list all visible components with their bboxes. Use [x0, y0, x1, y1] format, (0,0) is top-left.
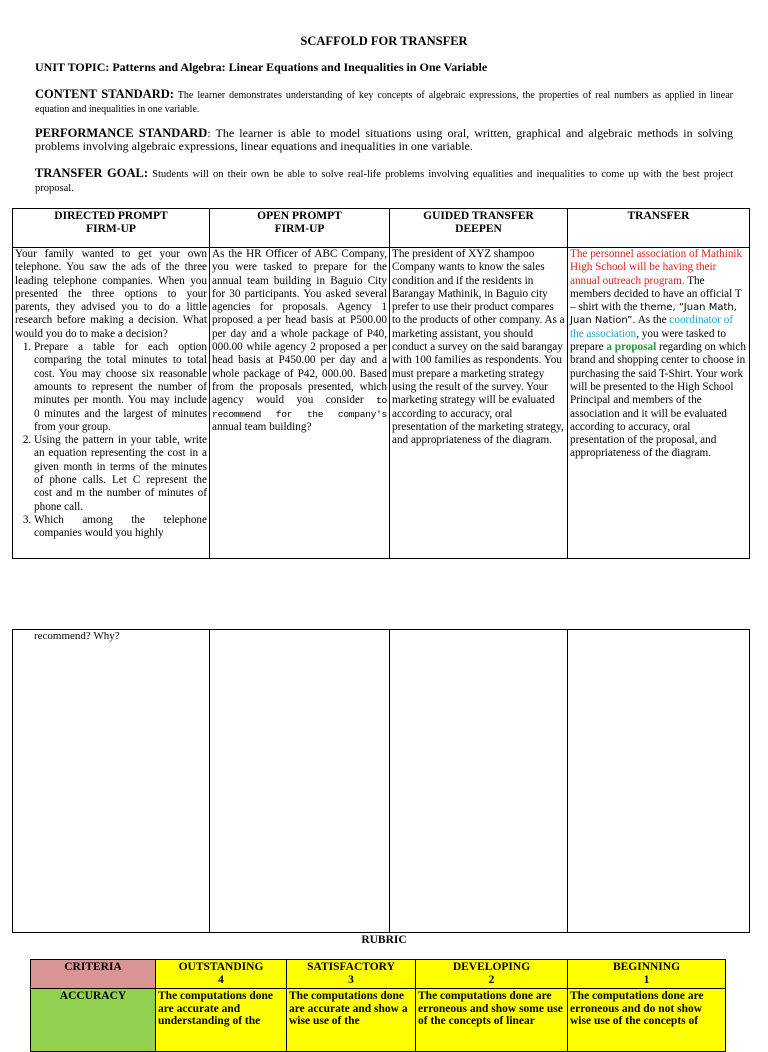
- empty-cell: [210, 630, 390, 933]
- column-header-directed: DIRECTED PROMPT FIRM-UP: [13, 209, 210, 248]
- guided-transfer-text: The president of XYZ shampoo Company wants to know the sales condition and if the residents in Barangay Mathinik, in Baguio city prefer to use their product compares to the products of other company. As a marketing assistant, you should conduct a survey on the said barangay with 100 families as respondents. You must prepare a marketing strategy using the result of the survey. Your marketing strategy will be evaluated according to accuracy, oral presentation of the marketing strategy, and appropriateness of the diagram.: [392, 248, 565, 447]
- open-prompt-text: As the HR Officer of ABC Company, you were tasked to prepare for the annual team building in Baguio City for 30 participants. You asked several agencies for proposals. Agency 1 proposed a per head basis at P500.00 per day and a whole package of P40, 000.00 while agency 2 proposed a per head basis at P450.00 per day and a whole package of P42, 000.00. Based from the proposals presented, which agency would you consider: [212, 248, 387, 407]
- directed-intro: Your family wanted to get your own telephone. You saw the ads of the three leading telephone companies. When you presented the three options to your parents, they advised you to do a little research before making a decision. What would you do to make a decision?: [15, 248, 207, 340]
- column-header-transfer: TRANSFER: [568, 209, 750, 248]
- transfer-goal-label: TRANSFER GOAL:: [35, 166, 149, 180]
- performance-standard: [35, 127, 733, 153]
- rubric-cell: The computations done are accurate and understanding of the: [156, 989, 287, 1052]
- directed-continued-cell: [13, 630, 210, 933]
- prompt-body-row: [13, 248, 750, 559]
- open-prompt-tail: annual team building?: [212, 420, 312, 433]
- transfer-text: As the: [635, 314, 670, 327]
- rubric-header-beginning: BEGINNING 1: [568, 960, 726, 989]
- rubric-row-accuracy: [31, 989, 726, 1052]
- prompt-table: [12, 208, 750, 559]
- rubric-title: RUBRIC: [361, 934, 407, 946]
- transfer-red-text: The personnel association of Mathinik High School will be having their annual outreach program.: [570, 248, 743, 287]
- performance-standard-text: : The learner is able to model situations using oral, written, graphical and algebraic methods in solving problems involving algebraic expressions, linear equations and inequalities in one variable.: [35, 126, 733, 153]
- transfer-goal: [35, 167, 733, 195]
- column-header-guided: GUIDED TRANSFER DEEPEN: [390, 209, 568, 248]
- directed-continued-text: recommend? Why?: [34, 630, 120, 642]
- directed-steps: [15, 341, 207, 540]
- content-standard: [35, 88, 733, 116]
- transfer-green-text: a proposal: [606, 341, 657, 354]
- rubric-cell: The computations done are erroneous and do not show wise use of the concepts of: [568, 989, 726, 1052]
- prompt-header-row: [13, 209, 750, 248]
- rubric-cell: The computations done are erroneous and show some use of the concepts of linear: [416, 989, 568, 1052]
- rubric-header-row: [31, 960, 726, 989]
- unit-topic: UNIT TOPIC: Patterns and Algebra: Linear Equations and Inequalities in One Variable: [35, 60, 488, 74]
- transfer-text: , you were tasked to prepare: [570, 327, 726, 354]
- directed-step: 1. Prepare a table for each option comparing the total minutes to total cost. You may choose six reasonable amounts to represent the number of minutes per month. You may include 0 minutes and the largest of minutes from your group.: [34, 341, 207, 434]
- directed-step: 3. Which among the telephone companies would you highly: [34, 514, 207, 541]
- content-standard-label: CONTENT STANDARD:: [35, 87, 174, 101]
- rubric-header-outstanding: OUTSTANDING 4: [156, 960, 287, 989]
- content-standard-text: The learner demonstrates understanding of key concepts of algebraic expressions, the properties of real numbers as applied in linear equation and inequalities in one variable.: [35, 90, 734, 115]
- directed-prompt-cell: [13, 248, 210, 559]
- empty-cell: [568, 630, 750, 933]
- continuation-table: [12, 629, 750, 933]
- performance-standard-label: PERFORMANCE STANDARD: [35, 126, 208, 140]
- column-header-open: OPEN PROMPT FIRM-UP: [210, 209, 390, 248]
- transfer-theme: theme, “Juan Math, Juan Nation”.: [570, 302, 737, 327]
- guided-transfer-cell: [390, 248, 568, 559]
- rubric-header-developing: DEVELOPING 2: [416, 960, 568, 989]
- empty-cell: [390, 630, 568, 933]
- open-prompt-cell: [210, 248, 390, 559]
- document-title: SCAFFOLD FOR TRANSFER: [300, 34, 468, 48]
- rubric-criterion: ACCURACY: [31, 989, 156, 1052]
- rubric-table: [30, 959, 726, 1052]
- transfer-blue-text: coordinator of the association: [570, 314, 734, 340]
- rubric-header-satisfactory: SATISFACTORY 3: [287, 960, 416, 989]
- continuation-row: [13, 630, 750, 933]
- open-prompt-mono-text: to recommend for the company's: [212, 395, 387, 420]
- transfer-text: The members decided to have an official T – shirt with the: [570, 274, 742, 314]
- transfer-goal-text: Students will on their own be able to solve real-life problems involving equalities and inequalities to come up with the best project proposal.: [35, 169, 733, 194]
- directed-step: 2. Using the pattern in your table, write an equation representing the cost in a given month in terms of the minutes of phone calls. Let C represent the cost and m the number of minutes of phone call.: [34, 434, 207, 514]
- rubric-header-criteria: CRITERIA: [31, 960, 156, 989]
- transfer-text: regarding on which brand and shopping center to choose in purchasing the said T-Shirt. Your work will be presented to the High School Principal and members of the association and it will be evaluated according to accuracy, oral presentation of the proposal, and appropriateness of the diagram.: [570, 341, 746, 460]
- rubric-cell: The computations done are accurate and show a wise use of the: [287, 989, 416, 1052]
- transfer-cell: [568, 248, 750, 559]
